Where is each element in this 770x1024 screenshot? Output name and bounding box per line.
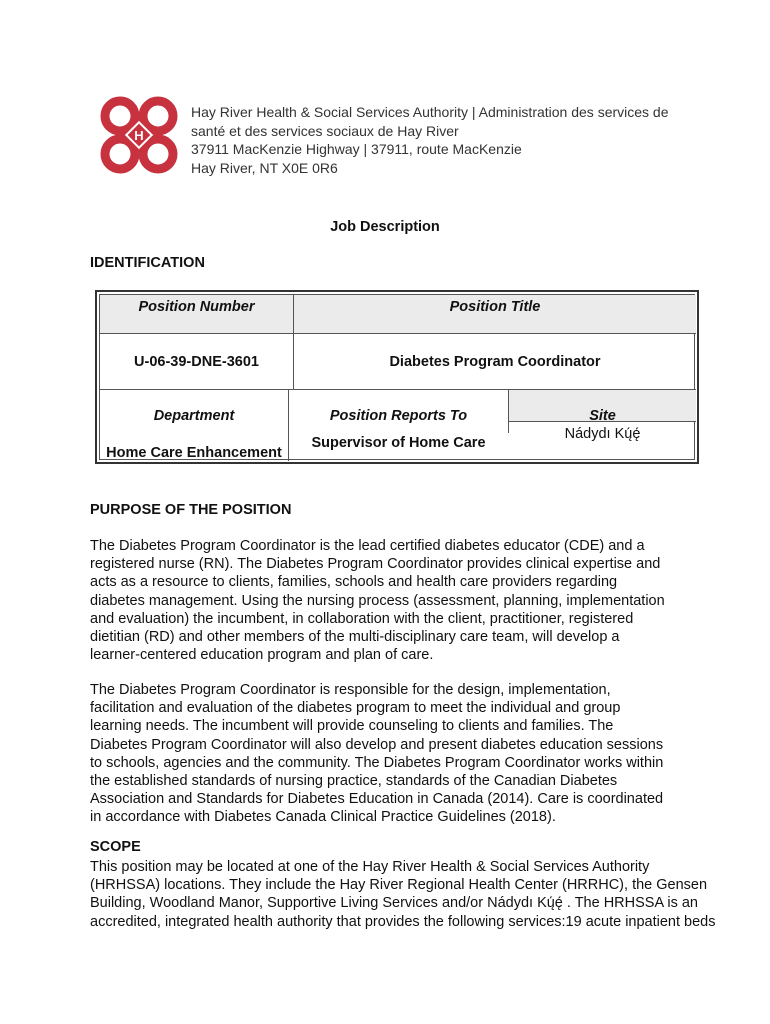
position-title-label: Position Title <box>449 299 541 315</box>
scope-paragraph: This position may be located at one of the Hay River Health & Social Services Authority (HRHSSA) locations. They include the Hay River Regional Health Center (HRRHC), the Gensen Building, Woodland Manor, Supportive Living Services and/or Nádydı Kų́ę́ . The HRHSSA is an accredited, integrated health authority that provides the following services:19 acute inpatient beds <box>90 859 716 930</box>
document-title: Job Description <box>330 219 440 235</box>
position-number-value: U-06-39-DNE-3601 <box>134 354 259 370</box>
identification-table <box>95 290 699 464</box>
org-line: Hay River, NT X0E 0R6 <box>191 159 338 176</box>
reports-to-label: Position Reports To <box>329 408 468 424</box>
identification-heading: IDENTIFICATION <box>90 255 205 271</box>
logo-letter: H <box>134 128 144 143</box>
reports-to-value: Supervisor of Home Care <box>311 435 486 451</box>
org-line: Hay River Health & Social Services Authority | Administration des services de <box>191 104 669 120</box>
org-line: 37911 MacKenzie Highway | 37911, route MacKenzie <box>191 141 522 157</box>
site-label: Site <box>589 408 616 424</box>
hrhssa-logo <box>96 92 182 178</box>
purpose-heading: PURPOSE OF THE POSITION <box>90 502 292 518</box>
purpose-paragraph-1: The Diabetes Program Coordinator is the lead certified diabetes educator (CDE) and a registered nurse (RN). The Diabetes Program Coordinator provides clinical expertise and acts as a resource to clients, families, schools and health care providers regarding diabetes management. Using the nursing process (assessment, planning, implementation and evaluation) the incumbent, in collaboration with the client, practitioner, registered dietitian (RD) and other members of the multi-disciplinary care team, will develop a learner-centered education program and plan of care. <box>90 538 665 664</box>
org-line: santé et des services sociaux de Hay River <box>191 122 459 139</box>
department-value: Home Care Enhancement <box>106 445 282 461</box>
scope-heading: SCOPE <box>90 839 141 855</box>
purpose-paragraph-2: The Diabetes Program Coordinator is responsible for the design, implementation, facilitation and evaluation of the diabetes program to meet the individual and group learning needs. The incumbent will provide counseling to clients and families. The Diabetes Program Coordinator will also develop and present diabetes education sessions to schools, agencies and the community. The Diabetes Program Coordinator works within the established standards of nursing practice, standards of the Canadian Diabetes Association and Standards for Diabetes Education in Canada (2014). Care is coordinated in accordance with Diabetes Canada Clinical Practice Guidelines (2018). <box>90 682 664 826</box>
organization-block <box>191 103 669 177</box>
position-number-label: Position Number <box>138 299 255 315</box>
position-title-value: Diabetes Program Coordinator <box>389 354 601 370</box>
site-value: Nádydı Kų́ę́ <box>564 426 641 442</box>
department-label: Department <box>153 408 235 424</box>
